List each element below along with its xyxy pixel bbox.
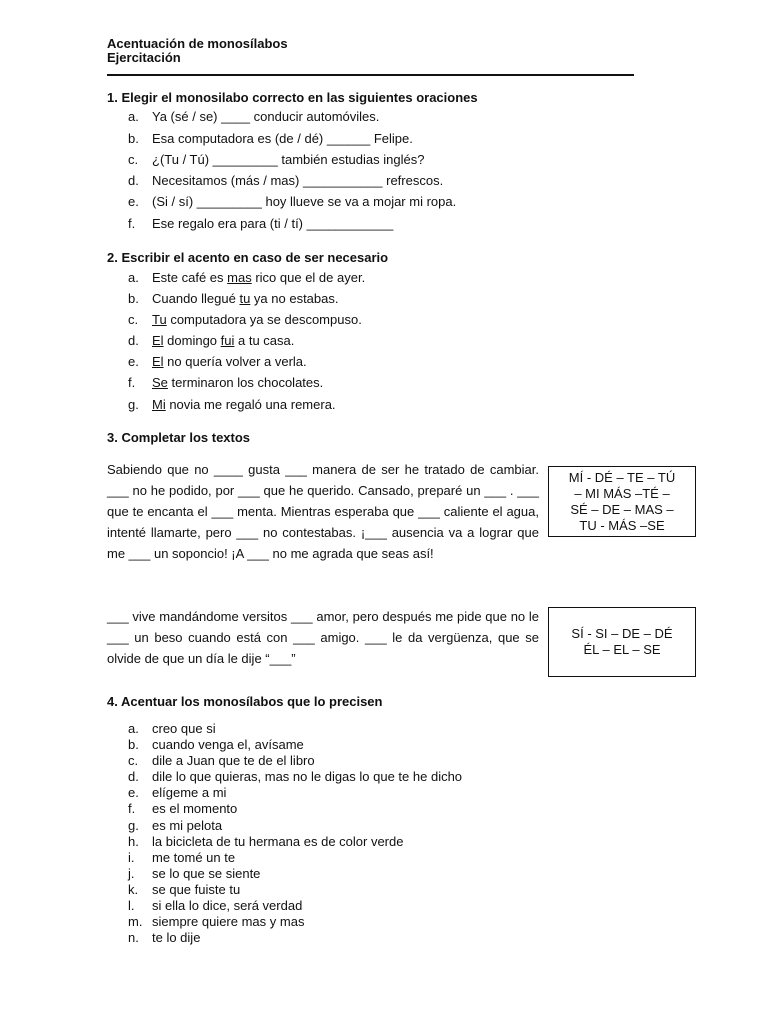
section-2-item: g. Mi novia me regaló una remera. [128,397,336,412]
section-1-item: f. Ese regalo era para (ti / tí) ____________ [128,216,394,231]
list-item: j. se lo que se siente [128,865,261,881]
document-title: Acentuación de monosílabos [107,36,288,51]
list-item: b. cuando venga el, avísame [128,737,304,753]
section-1-item: c. ¿(Tu / Tú) _________ también estudias inglés? [128,152,425,167]
list-item: i. me tomé un te [128,849,236,865]
text-paragraph-2: ___ vive mandándome versitos ___ amor, pero después me pide que no le ___ un beso cuando está con ___ amigo. ___ le da vergüenza, que se olvide de que un día le dije “___” [107,609,539,666]
list-item: a. creo que si [128,721,216,736]
list-item: m. siempre quiere mas y mas [128,914,305,930]
list-item: n. te lo dije [128,930,201,946]
section-3-title: 3. Completar los textos [107,430,251,445]
list-item: l. si ella lo dice, será verdad [128,898,303,914]
document-subtitle: Ejercitación [107,50,181,65]
section-1-item: e. (Si / sí) _________ hoy llueve se va a mojar mi ropa. [128,194,457,209]
word-bank-box-1: MÍ - DÉ – TE – TÚ – MI MÁS –TÉ – SÉ – DE – MAS – TU - MÁS –SE [548,466,696,537]
list-item: h. la bicicleta de tu hermana es de color verde [128,833,404,849]
section-1-item: b. Esa computadora es (de / dé) ______ Felipe. [128,131,413,146]
section-1-title: 1. Elegir el monosilabo correcto en las siguientes oraciones [107,90,478,105]
section-2-item: c. Tu computadora ya se descompuso. [128,312,362,327]
header-divider [107,74,634,76]
list-item: c. dile a Juan que te de el libro [128,753,315,769]
list-item: d. dile lo que quieras, mas no le digas lo que te he dicho [128,769,463,785]
section-2-item: f. Se terminaron los chocolates. [128,375,324,390]
list-item: f. es el momento [128,801,238,817]
section-4-list [128,721,462,946]
section-2-item: e. El no quería volver a verla. [128,354,307,369]
section-4-title: 4. Acentuar los monosílabos que lo precisen [107,694,383,709]
section-2-item: a. Este café es mas rico que el de ayer. [128,270,366,285]
section-2-title: 2. Escribir el acento en caso de ser necesario [107,250,389,265]
list-item: k. se que fuiste tu [128,881,241,897]
word-bank-box-2: SÍ - SI – DE – DÉ ÉL – EL – SE [548,607,696,677]
section-2-item: d. El domingo fui a tu casa. [128,333,295,348]
list-item: e. elígeme a mi [128,785,227,801]
list-item: g. es mi pelota [128,817,223,833]
section-1-item: a. Ya (sé / se) ____ conducir automóviles. [128,109,380,124]
section-1-item: d. Necesitamos (más / mas) ___________ refrescos. [128,173,444,188]
text-paragraph-1: Sabiendo que no ____ gusta ___ manera de ser he tratado de cambiar. ___ no he podido, por ___ que he querido. Cansado, preparé un ___ . ___ que te encanta el ___ menta. Mientras esperaba que ___ caliente el agua, intenté llamarte, pero ___ no contestabas. ¡___ ausencia va a lograr que me ___ un soponcio! ¡A ___ no me agrada que seas así! [107,462,539,561]
section-2-item: b. Cuando llegué tu ya no estabas. [128,291,339,306]
